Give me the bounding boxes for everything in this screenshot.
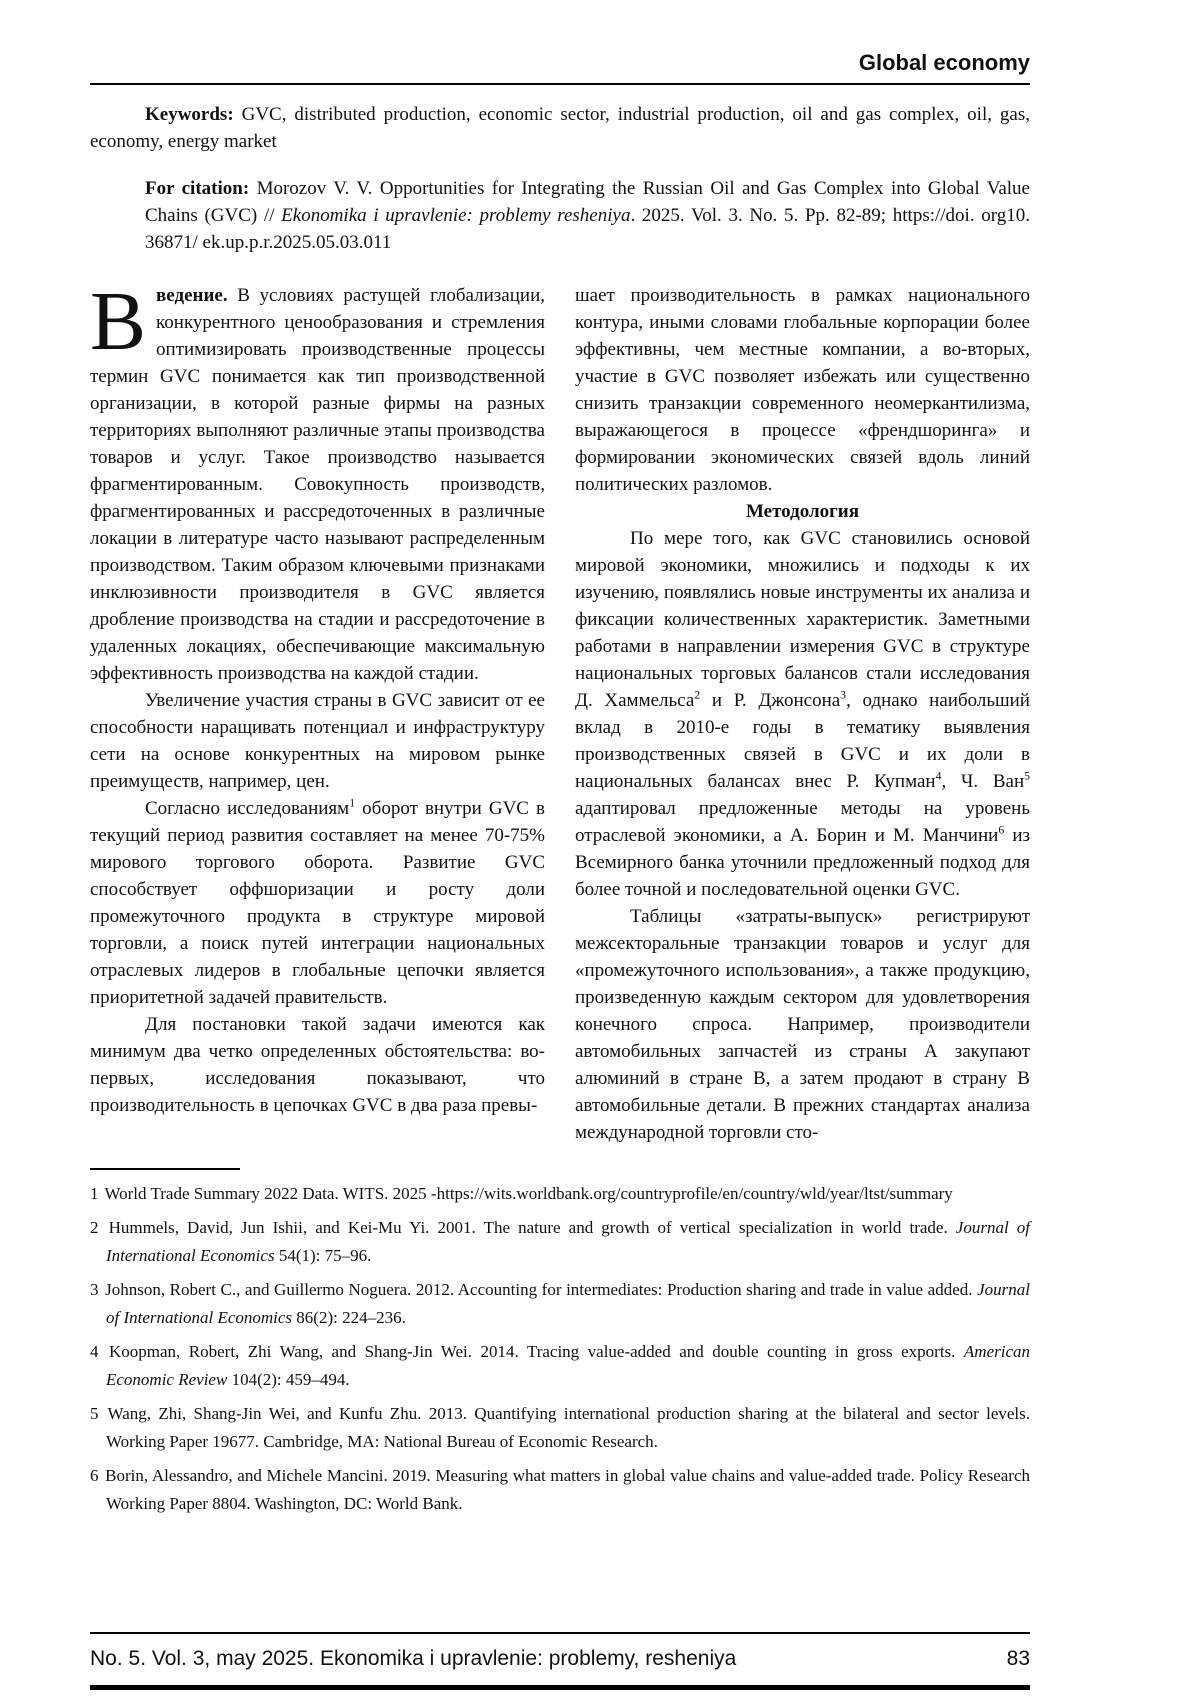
- intro-lead-word: ведение.: [156, 285, 228, 306]
- keywords-label: Keywords:: [145, 104, 234, 125]
- footnote: [90, 1276, 1030, 1332]
- footnote: [90, 1214, 1030, 1270]
- footnote-number: 6: [90, 1466, 99, 1485]
- running-head-section-title: Global economy: [858, 50, 1030, 75]
- footnote-number: 3: [90, 1280, 99, 1299]
- footnote: [90, 1338, 1030, 1394]
- right-column: [575, 282, 1030, 1146]
- intro-text: В условиях растущей глобализации, конкурентного ценообразования и стремления оптимизировать производственные процессы термин GVC понимается как тип производственной организации, в которой разные фирмы на разных территориях выполняют различные этапы производства товаров и услуг. Такое производство называется фрагментированным. Совокупность производств, фрагментированных и рассредоточенных в различные локации в литературе часто называют распределенным производством. Таким образом ключевыми признаками инклюзивности производителя в GVC является дробление производства на стадии и рассредоточение в удаленных локациях, обеспечивающие максимальную эффективность производства на каждой стадии.: [90, 285, 545, 684]
- footnote: [90, 1400, 1030, 1456]
- footer-row: [90, 1634, 1030, 1685]
- body-paragraph: По мере того, как GVC становились основой мировой экономики, множились и подходы к их изучению, появлялись новые инструменты их анализа и фиксации количественных характеристик. Заметными работами в направлении измерения GVC в структуре национальных торговых балансов стали исследования Д. Хаммельса$^2$ и Р. Джонсона$^3$, однако наибольший вклад в 2010-е годы в тематику выявления производственных связей в GVC и их доли в национальных балансах внес Р. Купман$^4$, Ч. Ван$^5$ адаптировал предложенные методы на уровень отраслевой экономики, а А. Борин и М. Манчини$^6$ из Всемирного банка уточнили предложенный подход для более точной и последовательной оценки GVC.: [575, 528, 1031, 900]
- footnote-text: Hummels, David, Jun Ishii, and Kei-Mu Yi. 2001. The nature and growth of vertical specialization in world trade. Journal of International Economics 54(1): 75–96.: [100, 1218, 1030, 1265]
- footnote: [90, 1462, 1030, 1518]
- keywords-text: GVC, distributed production, economic sector, industrial production, oil and gas complex, oil, gas, economy, energy market: [90, 104, 1030, 152]
- footnote-text: Borin, Alessandro, and Michele Mancini. 2019. Measuring what matters in global value chains and value-added trade. Policy Research Working Paper 8804. Washington, DC: World Bank.: [100, 1466, 1030, 1513]
- body-paragraph: Увеличение участия страны в GVC зависит от ее способности наращивать потенциал и инфраструктуру сети на основе конкурентных на мировом рынке преимуществ, например, цен.: [90, 690, 545, 792]
- body-paragraph: Таблицы «затраты-выпуск» регистрируют межсекторальные транзакции товаров и услуг для «промежуточного использования», а также продукцию, произведенную каждым сектором для удовлетворения конечного спроса. Например, производители автомобильных запчастей из страны А закупают алюминий в стране В, а затем продают в страну В автомобильные детали. В прежних стандартах анализа международной торговли сто-: [575, 906, 1030, 1143]
- footnote-text: Johnson, Robert C., and Guillermo Noguera. 2012. Accounting for intermediates: Production sharing and trade in value added. Journal of International Economics 86(2): 224–236.: [100, 1280, 1030, 1327]
- footnote-number: 5: [90, 1404, 99, 1423]
- two-column-body: [90, 275, 1031, 1146]
- footnote-number: 1: [90, 1184, 99, 1203]
- citation-text: Morozov V. V. Opportunities for Integrating the Russian Oil and Gas Complex into Global Value Chains (GVC) // Ekonomika i upravlenie: problemy resheniya. 2025. Vol. 3. No. 5. Pp. 82-89; https://doi. org10. 36871/ ek.up.p.r.2025.05.03.011: [145, 178, 1031, 253]
- body-paragraph: Для постановки такой задачи имеются как минимум два четко определенных обстоятельства: во-первых, исследования показывают, что производительность в цепочках GVC в два раза превы-: [90, 1014, 545, 1116]
- footer-journal-line: No. 5. Vol. 3, may 2025. Ekonomika i upravlenie: problemy, resheniya: [90, 1647, 737, 1670]
- footnotes-section: [90, 1168, 1030, 1524]
- footnote-number: 4: [90, 1342, 99, 1361]
- dropcap-letter: В: [90, 275, 147, 368]
- methodology-heading: Методология: [745, 501, 860, 522]
- page-footer: [90, 1632, 1030, 1698]
- citation-label: For citation:: [145, 178, 250, 199]
- header-rule: [90, 83, 1030, 85]
- citation-paragraph: [145, 175, 1030, 256]
- keywords-paragraph: [90, 101, 1030, 155]
- body-paragraph: Согласно исследованиям$^1$ оборот внутри GVC в текущий период развития составляет на менее 70-75% мирового торгового оборота. Развитие GVC способствует оффшоризации и росту доли промежуточного продукта в структуре мировой торговли, а поиск путей интеграции национальных отраслевых лидеров в глобальные цепочки является приоритетной задачей правительств.: [90, 796, 545, 1008]
- footnote-number: 2: [90, 1218, 99, 1237]
- footnote: [90, 1180, 1030, 1208]
- intro-paragraph: [90, 275, 545, 687]
- footnote-text: World Trade Summary 2022 Data. WITS. 2025 -https://wits.worldbank.org/countryprofile/en/country/wld/year/ltst/summary: [100, 1184, 953, 1203]
- footnote-text: Wang, Zhi, Shang-Jin Wei, and Kunfu Zhu. 2013. Quantifying international production sharing at the bilateral and sector levels. Working Paper 19677. Cambridge, MA: National Bureau of Economic Research.: [100, 1404, 1030, 1451]
- footer-bottom-rule: [90, 1685, 1030, 1690]
- left-column: [90, 275, 545, 1146]
- page-number: 83: [1006, 1647, 1030, 1670]
- footnote-text: Koopman, Robert, Zhi Wang, and Shang-Jin Wei. 2014. Tracing value-added and double counting in gross exports. American Economic Review 104(2): 459–494.: [100, 1342, 1030, 1389]
- body-paragraph: шает производительность в рамках национального контура, иными словами глобальные корпорации более эффективны, чем местные компании, а во-вторых, участие в GVC позволяет избежать или существенно снизить транзакции современного неомеркантилизма, выражающегося в процессе «френдшоринга» и формировании экономических связей вдоль линий политических разломов.: [575, 285, 1030, 495]
- footnote-separator-rule: [90, 1168, 240, 1170]
